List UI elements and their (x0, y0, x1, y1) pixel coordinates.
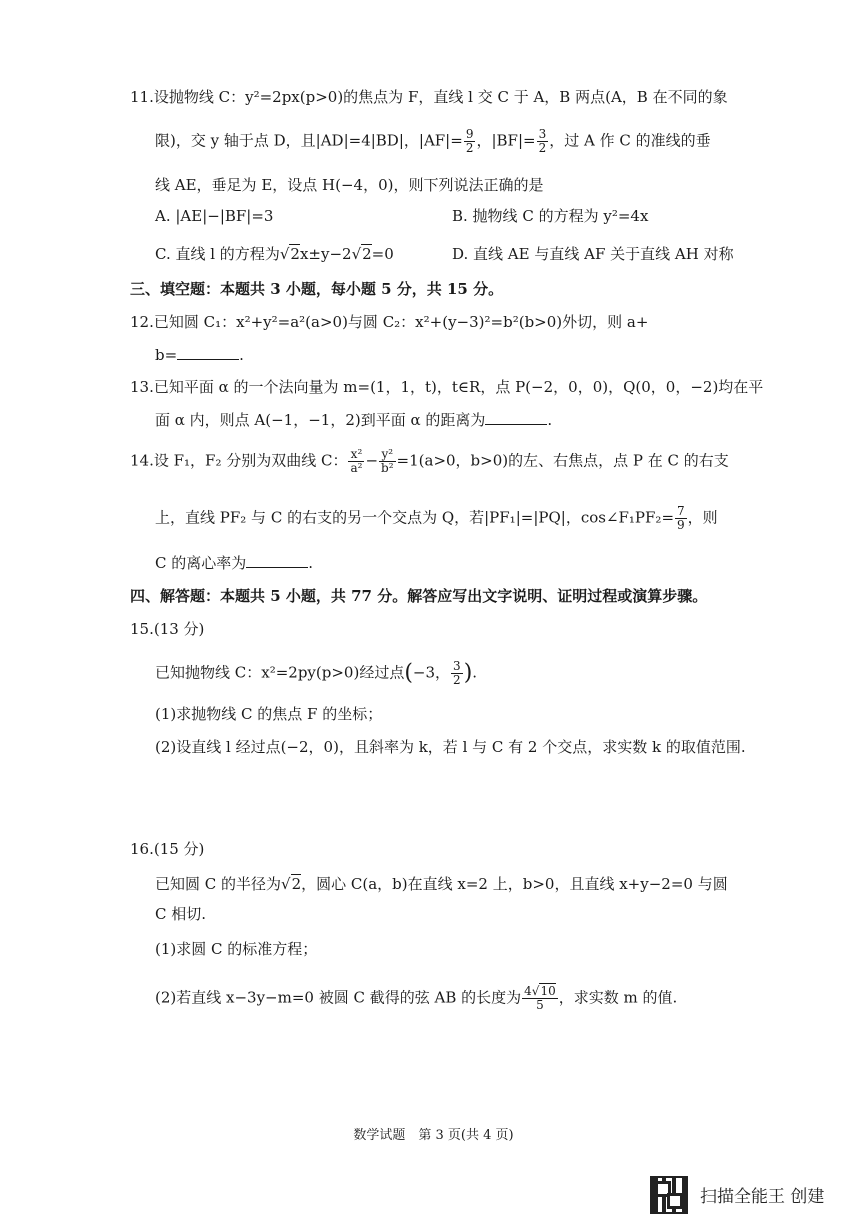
page-footer: 数学试题 第 3 页(共 4 页) (353, 1128, 514, 1143)
q15-part2: (2)设直线 l 经过点(−2，0)，且斜率为 k，若 l 与 C 有 2 个交点，求实数 k 的取值范围. (155, 738, 746, 756)
q11-line2-b: ，|BF|= (476, 131, 536, 150)
section-3-heading: 三、填空题：本题共 3 小题，每小题 5 分，共 15 分。 (130, 280, 504, 298)
q15-stem: 已知抛物线 C：x²=2py(p>0)经过点(−3， $\frac{3}{2}$ ). (155, 659, 478, 688)
q14-line2: 上，直线 PF₂ 与 C 的右支的另一个交点为 Q，若|PF₁|=|PQ|，cos∠F₁PF₂= $\frac{7}{9}$ ，则 (155, 504, 718, 533)
qr-code-icon (650, 1176, 688, 1214)
q11-option-c: C. 直线 l 的方程为√2x±y−2√2=0 (155, 245, 394, 263)
q14-frac-x: $\frac{\text{x²}}{\text{a²}}$ (350, 447, 363, 476)
answer-blank (246, 553, 308, 568)
watermark-text: 扫描全能王 创建 (700, 1187, 825, 1207)
q15-heading: 15.(13 分) (130, 620, 205, 638)
q13-line1: 13.已知平面 α 的一个法向量为 m=(1，1，t)，t∈R，点 P(−2，0，0)，Q(0，0，−2)均在平 (130, 378, 764, 396)
q11-line3: 线 AE，垂足为 E，设点 H(−4，0)，则下列说法正确的是 (155, 176, 544, 194)
q14-frac-cos: $\frac{7}{9}$ (677, 504, 685, 533)
q11-option-b: B. 抛物线 C 的方程为 y²=4x (452, 207, 649, 225)
q15-frac: $\frac{3}{2}$ (453, 659, 461, 688)
q11-option-a: A. |AE|−|BF|=3 (155, 207, 274, 225)
q16-part2: (2)若直线 x−3y−m=0 被圆 C 截得的弦 AB 的长度为 $\frac{4√10}{5}$ ，求实数 m 的值. (155, 984, 678, 1013)
q12-line2: b= . (155, 346, 244, 364)
q11-frac-af: $\frac{9}{2}$ (465, 127, 474, 156)
q11-line2-c: ，过 A 作 C 的准线的垂 (549, 131, 711, 150)
q16-frac: $\frac{4√10}{5}$ (524, 984, 556, 1013)
q14-frac-y: $\frac{\text{y²}}{\text{b²}}$ (381, 447, 394, 476)
q15-part1: (1)求抛物线 C 的焦点 F 的坐标； (155, 705, 383, 723)
q16-part1: (1)求圆 C 的标准方程； (155, 940, 318, 958)
q14-line3: C 的离心率为 . (155, 554, 314, 572)
q13-line2: 面 α 内，则点 A(−1，−1，2)到平面 α 的距离为 . (155, 411, 553, 429)
q16-stem-line1: 已知圆 C 的半径为√2，圆心 C(a，b)在直线 x=2 上，b>0，且直线 x+y−2=0 与圆 (155, 875, 728, 893)
section-4-heading: 四、解答题：本题共 5 小题，共 77 分。解答应写出文字说明、证明过程或演算步骤。 (130, 587, 708, 605)
q11-frac-bf: $\frac{3}{2}$ (538, 127, 547, 156)
q11-line2 (155, 128, 711, 155)
q12-line1: 12.已知圆 C₁：x²+y²=a²(a>0)与圆 C₂：x²+(y−3)²=b²(b>0)外切，则 a+ (130, 313, 649, 331)
q11-line1: 11.设抛物线 C：y²=2px(p>0)的焦点为 F，直线 l 交 C 于 A，B 两点(A，B 在不同的象 (130, 88, 728, 106)
q11-line2-a: 限)，交 y 轴于点 D，且|AD|=4|BD|，|AF|= (155, 131, 463, 150)
scanner-watermark (650, 1176, 855, 1216)
q16-stem-line2: C 相切. (155, 905, 207, 923)
answer-blank (177, 345, 239, 360)
q16-heading: 16.(15 分) (130, 840, 205, 858)
q14-line1: 14.设 F₁，F₂ 分别为双曲线 C： $\frac{\text{x²}}{\text{a²}}$ − $\frac{\text{y²}}{\text{b²}}$ =1(a>0，b>0)的左、右焦点，点 P 在 C 的右支 (130, 447, 729, 476)
answer-blank (485, 410, 547, 425)
q11-option-d: D. 直线 AE 与直线 AF 关于直线 AH 对称 (452, 245, 734, 263)
